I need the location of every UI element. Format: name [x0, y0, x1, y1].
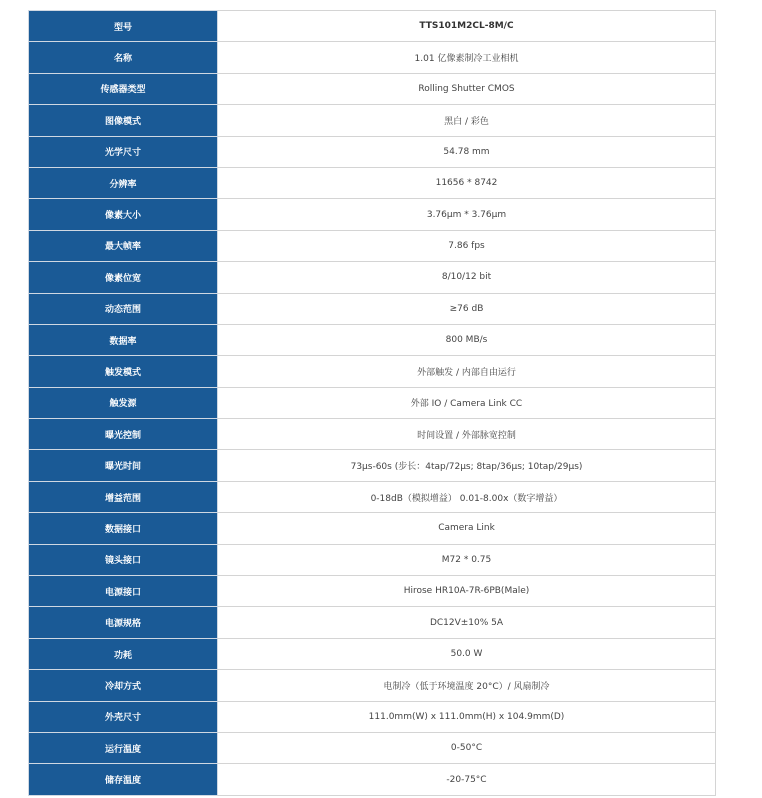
spec-value: Rolling Shutter CMOS	[218, 73, 716, 104]
spec-value: 73μs-60s (步长：4tap/72μs; 8tap/36μs; 10tap/29μs)	[218, 450, 716, 481]
spec-value: 外部触发 / 内部自由运行	[218, 356, 716, 387]
spec-label: 运行温度	[29, 732, 218, 763]
spec-label: 数据率	[29, 324, 218, 355]
table-row	[29, 230, 716, 261]
table-row	[29, 513, 716, 544]
spec-value: M72 * 0.75	[218, 544, 716, 575]
spec-value: 时间设置 / 外部脉宽控制	[218, 419, 716, 450]
spec-label: 电源规格	[29, 607, 218, 638]
spec-value: ≥76 dB	[218, 293, 716, 324]
spec-value: 外部 IO / Camera Link CC	[218, 387, 716, 418]
spec-value: 电制冷（低于环境温度 20°C）/ 风扇制冷	[218, 670, 716, 701]
table-row	[29, 262, 716, 293]
spec-label: 外壳尺寸	[29, 701, 218, 732]
spec-label: 触发源	[29, 387, 218, 418]
table-row	[29, 670, 716, 701]
spec-value: 3.76μm * 3.76μm	[218, 199, 716, 230]
table-row	[29, 576, 716, 607]
spec-label: 储存温度	[29, 764, 218, 795]
spec-label: 冷却方式	[29, 670, 218, 701]
spec-value: 800 MB/s	[218, 324, 716, 355]
spec-value: 1.01 亿像素制冷工业相机	[218, 42, 716, 73]
table-row	[29, 607, 716, 638]
spec-value: Hirose HR10A-7R-6PB(Male)	[218, 576, 716, 607]
table-row	[29, 638, 716, 669]
table-row	[29, 136, 716, 167]
table-row	[29, 544, 716, 575]
spec-label: 名称	[29, 42, 218, 73]
spec-label: 曝光控制	[29, 419, 218, 450]
spec-value: -20-75°C	[218, 764, 716, 795]
table-row	[29, 293, 716, 324]
table-row	[29, 387, 716, 418]
spec-value: 11656 * 8742	[218, 167, 716, 198]
spec-label: 功耗	[29, 638, 218, 669]
spec-label: 光学尺寸	[29, 136, 218, 167]
spec-label: 动态范围	[29, 293, 218, 324]
spec-label: 增益范围	[29, 481, 218, 512]
table-row	[29, 324, 716, 355]
table-row	[29, 764, 716, 795]
table-row	[29, 105, 716, 136]
spec-label: 电源接口	[29, 576, 218, 607]
table-row	[29, 199, 716, 230]
spec-label: 最大帧率	[29, 230, 218, 261]
table-row	[29, 701, 716, 732]
spec-value: 111.0mm(W) x 111.0mm(H) x 104.9mm(D)	[218, 701, 716, 732]
spec-label: 分辨率	[29, 167, 218, 198]
table-row	[29, 356, 716, 387]
table-row	[29, 481, 716, 512]
spec-label: 像素大小	[29, 199, 218, 230]
table-row	[29, 450, 716, 481]
spec-value: 0-18dB（模拟增益） 0.01-8.00x（数字增益）	[218, 481, 716, 512]
spec-value: 黑白 / 彩色	[218, 105, 716, 136]
spec-value: 7.86 fps	[218, 230, 716, 261]
spec-label: 曝光时间	[29, 450, 218, 481]
table-row	[29, 419, 716, 450]
spec-value: 50.0 W	[218, 638, 716, 669]
spec-value: Camera Link	[218, 513, 716, 544]
spec-value: TTS101M2CL-8M/C	[218, 11, 716, 42]
spec-table-body	[29, 11, 716, 796]
spec-value: DC12V±10% 5A	[218, 607, 716, 638]
spec-value: 0-50°C	[218, 732, 716, 763]
spec-label: 传感器类型	[29, 73, 218, 104]
table-row	[29, 42, 716, 73]
spec-label: 型号	[29, 11, 218, 42]
spec-label: 数据接口	[29, 513, 218, 544]
spec-table	[28, 10, 716, 796]
spec-label: 图像模式	[29, 105, 218, 136]
spec-value: 8/10/12 bit	[218, 262, 716, 293]
table-row	[29, 167, 716, 198]
spec-label: 触发模式	[29, 356, 218, 387]
table-row	[29, 11, 716, 42]
spec-value: 54.78 mm	[218, 136, 716, 167]
table-row	[29, 73, 716, 104]
spec-label: 镜头接口	[29, 544, 218, 575]
table-row	[29, 732, 716, 763]
spec-label: 像素位宽	[29, 262, 218, 293]
